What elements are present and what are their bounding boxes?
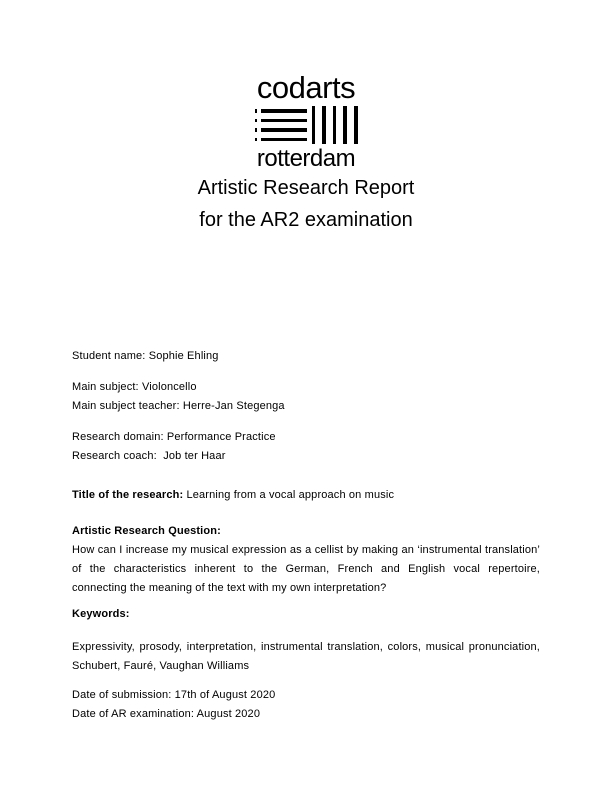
- logo-wordmark-rotterdam: rotterdam: [256, 145, 356, 172]
- student-name-line: Student name: Sophie Ehling: [72, 350, 219, 362]
- report-title-line1: Artistic Research Report: [197, 177, 415, 199]
- date-of-submission-line: Date of submission: 17th of August 2020: [72, 689, 276, 701]
- main-subject-line: Main subject: Violoncello: [72, 381, 197, 393]
- research-title-value: Learning from a vocal approach on music: [183, 489, 395, 501]
- document-body: [72, 347, 540, 724]
- report-title-line2: for the AR2 examination: [199, 209, 413, 231]
- research-coach-line: Research coach: Job ter Haar: [72, 450, 226, 462]
- keywords-text: Expressivity, prosody, interpretation, instrumental translation, colors, musical pronunciation, Schubert, Fauré, Vaughan Williams: [72, 641, 540, 672]
- research-title-line: [72, 486, 540, 505]
- research-domain-group: [72, 428, 540, 466]
- research-question-text: How can I increase my musical expression as a cellist by making an ‘instrumental translation’ of the characteristics inherent to the German, French and English vocal repertoire, connecting the meaning of the text with my own interpretation?: [72, 544, 540, 594]
- logo-horizontal-bars: [255, 106, 307, 144]
- main-subject-group: [72, 378, 540, 416]
- date-of-examination-line: Date of AR examination: August 2020: [72, 708, 261, 720]
- research-domain-line: Research domain: Performance Practice: [72, 431, 276, 443]
- main-subject-teacher-line: Main subject teacher: Herre-Jan Stegenga: [72, 400, 285, 412]
- keywords-label: Keywords:: [72, 608, 130, 620]
- research-question-group: [72, 522, 540, 598]
- research-question-label: Artistic Research Question:: [72, 525, 221, 537]
- logo-wordmark-codarts: codarts: [256, 70, 356, 105]
- dates-group: [72, 686, 540, 724]
- research-title-label: Title of the research:: [72, 489, 184, 501]
- codarts-logo: [251, 0, 361, 171]
- report-title: [0, 172, 612, 236]
- logo-vertical-bars: [312, 106, 358, 144]
- codarts-logo-mark-icon: [255, 106, 358, 144]
